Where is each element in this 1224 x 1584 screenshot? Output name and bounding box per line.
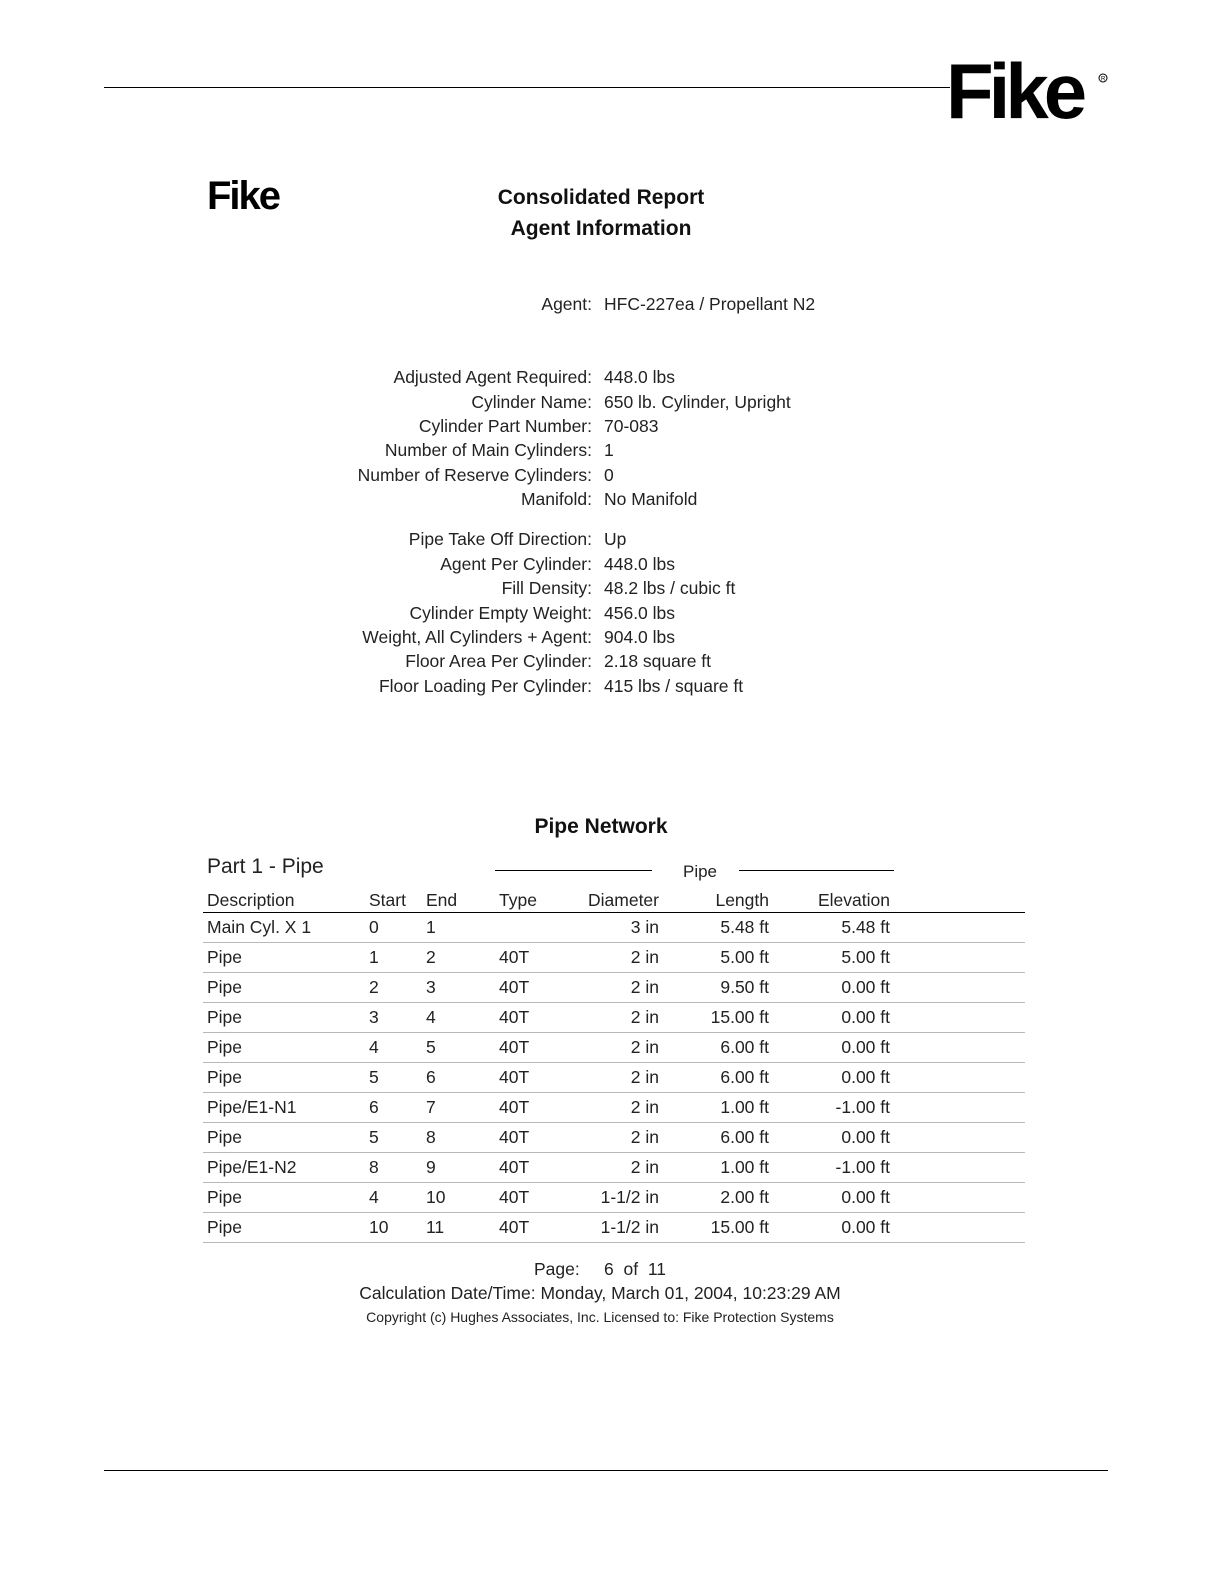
cell-length: 5.00 ft xyxy=(663,943,773,973)
col-header-diameter: Diameter xyxy=(568,884,663,913)
agent-row xyxy=(200,292,1000,316)
cell-description: Pipe xyxy=(203,1123,365,1153)
cell-end: 1 xyxy=(422,913,495,943)
cell-elevation: 0.00 ft xyxy=(773,1183,894,1213)
spec-value: Up xyxy=(604,529,627,549)
cell-diameter: 1-1/2 in xyxy=(568,1183,663,1213)
cell-type: 40T xyxy=(495,973,568,1003)
cell-type: 40T xyxy=(495,1183,568,1213)
cell-diameter: 2 in xyxy=(568,973,663,1003)
cell-end: 8 xyxy=(422,1123,495,1153)
info-row xyxy=(200,487,1000,511)
cell-elevation: 0.00 ft xyxy=(773,1123,894,1153)
cell-type: 40T xyxy=(495,1003,568,1033)
cell-length: 15.00 ft xyxy=(663,1003,773,1033)
cell-end: 10 xyxy=(422,1183,495,1213)
cell-spacer xyxy=(894,943,1025,973)
fike-logo-text: Fike xyxy=(946,52,1083,128)
footer-rule xyxy=(104,1470,1108,1471)
cell-type: 40T xyxy=(495,1123,568,1153)
spec-row xyxy=(200,674,1000,698)
cell-elevation: 0.00 ft xyxy=(773,1213,894,1243)
cell-description: Pipe/E1-N2 xyxy=(203,1153,365,1183)
info-row xyxy=(200,414,1000,438)
col-header-elevation: Elevation xyxy=(773,884,894,913)
table-row xyxy=(203,1033,1025,1063)
spec-row xyxy=(200,527,1000,551)
spec-value: 2.18 square ft xyxy=(604,651,712,671)
cell-type: 40T xyxy=(495,1033,568,1063)
cell-diameter: 1-1/2 in xyxy=(568,1213,663,1243)
spec-label: Floor Area Per Cylinder: xyxy=(405,651,592,671)
spec-label: Agent Per Cylinder: xyxy=(440,554,592,574)
cell-description: Pipe/E1-N1 xyxy=(203,1093,365,1123)
agent-value: HFC-227ea / Propellant N2 xyxy=(604,294,816,314)
spec-value: 48.2 lbs / cubic ft xyxy=(604,578,736,598)
spec-value: 415 lbs / square ft xyxy=(604,676,744,696)
info-value: 1 xyxy=(604,440,614,460)
cell-length: 6.00 ft xyxy=(663,1033,773,1063)
cell-description: Pipe xyxy=(203,1183,365,1213)
cell-elevation: -1.00 ft xyxy=(773,1093,894,1123)
cell-elevation: 0.00 ft xyxy=(773,1003,894,1033)
report-subtitle: Agent Information xyxy=(510,217,692,240)
info-value: 70-083 xyxy=(604,416,659,436)
cell-length: 9.50 ft xyxy=(663,973,773,1003)
table-row xyxy=(203,1123,1025,1153)
info-label: Adjusted Agent Required: xyxy=(393,367,592,387)
cell-start: 3 xyxy=(365,1003,422,1033)
col-header-length: Length xyxy=(663,884,773,913)
cell-end: 9 xyxy=(422,1153,495,1183)
spec-label: Weight, All Cylinders + Agent: xyxy=(362,627,592,647)
info-row xyxy=(200,463,1000,487)
info-value: No Manifold xyxy=(604,489,698,509)
cell-diameter: 2 in xyxy=(568,1093,663,1123)
cell-length: 5.48 ft xyxy=(663,913,773,943)
cell-spacer xyxy=(894,1033,1025,1063)
table-row xyxy=(203,1153,1025,1183)
cell-diameter: 2 in xyxy=(568,1063,663,1093)
cell-diameter: 2 in xyxy=(568,1153,663,1183)
cell-elevation: 0.00 ft xyxy=(773,1063,894,1093)
pipe-group-rule-left xyxy=(495,870,652,871)
spec-row xyxy=(200,601,1000,625)
cell-diameter: 2 in xyxy=(568,943,663,973)
cell-description: Pipe xyxy=(203,1213,365,1243)
agent-label: Agent: xyxy=(541,294,592,314)
cell-start: 5 xyxy=(365,1063,422,1093)
cell-type: 40T xyxy=(495,1093,568,1123)
spec-label: Cylinder Empty Weight: xyxy=(409,603,592,623)
info-value: 448.0 lbs xyxy=(604,367,676,387)
table-row xyxy=(203,973,1025,1003)
fike-logo xyxy=(944,52,1112,128)
cell-diameter: 2 in xyxy=(568,1003,663,1033)
cell-end: 2 xyxy=(422,943,495,973)
cell-start: 5 xyxy=(365,1123,422,1153)
cell-description: Pipe xyxy=(203,943,365,973)
cell-spacer xyxy=(894,913,1025,943)
cell-start: 2 xyxy=(365,973,422,1003)
cell-type: 40T xyxy=(495,1063,568,1093)
pipe-network-title: Pipe Network xyxy=(534,815,668,838)
cell-start: 0 xyxy=(365,913,422,943)
cell-spacer xyxy=(894,1063,1025,1093)
cell-length: 1.00 ft xyxy=(663,1153,773,1183)
report-title: Consolidated Report xyxy=(497,186,705,209)
cell-start: 4 xyxy=(365,1183,422,1213)
spec-row xyxy=(200,649,1000,673)
cell-end: 11 xyxy=(422,1213,495,1243)
spec-value: 448.0 lbs xyxy=(604,554,676,574)
pipe-table-body xyxy=(203,913,1025,1243)
spec-label: Pipe Take Off Direction: xyxy=(408,529,592,549)
cell-start: 4 xyxy=(365,1033,422,1063)
cell-elevation: 5.00 ft xyxy=(773,943,894,973)
cell-start: 6 xyxy=(365,1093,422,1123)
cell-spacer xyxy=(894,1153,1025,1183)
table-row xyxy=(203,1093,1025,1123)
table-row xyxy=(203,943,1025,973)
col-header-spacer xyxy=(894,884,1025,913)
cell-elevation: 0.00 ft xyxy=(773,973,894,1003)
cell-spacer xyxy=(894,973,1025,1003)
cell-start: 1 xyxy=(365,943,422,973)
col-header-type: Type xyxy=(495,884,568,913)
table-row xyxy=(203,1063,1025,1093)
spec-label: Fill Density: xyxy=(501,578,592,598)
cell-length: 15.00 ft xyxy=(663,1213,773,1243)
pipe-table xyxy=(203,884,1025,1243)
cell-spacer xyxy=(894,1003,1025,1033)
calculation-datetime: Calculation Date/Time: Monday, March 01, 2004, 10:23:29 AM xyxy=(359,1283,841,1303)
cell-elevation: 5.48 ft xyxy=(773,913,894,943)
cell-spacer xyxy=(894,1123,1025,1153)
copyright: Copyright (c) Hughes Associates, Inc. Licensed to: Fike Protection Systems xyxy=(366,1309,834,1325)
cell-end: 3 xyxy=(422,973,495,1003)
cell-type: 40T xyxy=(495,943,568,973)
table-row xyxy=(203,1183,1025,1213)
cell-spacer xyxy=(894,1183,1025,1213)
cell-diameter: 2 in xyxy=(568,1123,663,1153)
info-label: Number of Main Cylinders: xyxy=(384,440,592,460)
cell-elevation: 0.00 ft xyxy=(773,1033,894,1063)
col-header-end: End xyxy=(422,884,495,913)
cell-description: Pipe xyxy=(203,1003,365,1033)
cell-elevation: -1.00 ft xyxy=(773,1153,894,1183)
svg-text:R: R xyxy=(1101,76,1106,83)
table-row xyxy=(203,913,1025,943)
info-label: Cylinder Name: xyxy=(471,392,592,412)
pipe-group-rule-right xyxy=(739,870,894,871)
header-rule xyxy=(104,87,950,88)
cell-type xyxy=(495,913,568,943)
page-indicator: Page: 6 of 11 xyxy=(534,1259,666,1279)
cell-description: Pipe xyxy=(203,1033,365,1063)
spec-row xyxy=(200,576,1000,600)
cell-length: 2.00 ft xyxy=(663,1183,773,1213)
cell-type: 40T xyxy=(495,1213,568,1243)
cell-description: Main Cyl. X 1 xyxy=(203,913,365,943)
spec-label: Floor Loading Per Cylinder: xyxy=(378,676,592,696)
cell-end: 4 xyxy=(422,1003,495,1033)
cell-description: Pipe xyxy=(203,1063,365,1093)
info-label: Manifold: xyxy=(520,489,592,509)
spec-value: 904.0 lbs xyxy=(604,627,676,647)
cell-spacer xyxy=(894,1093,1025,1123)
info-row xyxy=(200,438,1000,462)
info-label: Cylinder Part Number: xyxy=(418,416,592,436)
info-value: 650 lb. Cylinder, Upright xyxy=(604,392,791,412)
cell-type: 40T xyxy=(495,1153,568,1183)
cell-spacer xyxy=(894,1213,1025,1243)
cell-start: 10 xyxy=(365,1213,422,1243)
info-row xyxy=(200,365,1000,389)
report-logo-text: Fike xyxy=(207,174,280,214)
info-value: 0 xyxy=(604,465,614,485)
pipe-group-label: Pipe xyxy=(682,862,718,881)
part-title: Part 1 - Pipe xyxy=(207,855,324,878)
spec-value: 456.0 lbs xyxy=(604,603,676,623)
cell-end: 6 xyxy=(422,1063,495,1093)
spec-row xyxy=(200,625,1000,649)
cell-start: 8 xyxy=(365,1153,422,1183)
cell-end: 7 xyxy=(422,1093,495,1123)
cell-diameter: 3 in xyxy=(568,913,663,943)
cell-diameter: 2 in xyxy=(568,1033,663,1063)
cell-length: 1.00 ft xyxy=(663,1093,773,1123)
col-header-description: Description xyxy=(203,884,365,913)
cell-length: 6.00 ft xyxy=(663,1123,773,1153)
cell-end: 5 xyxy=(422,1033,495,1063)
cell-length: 6.00 ft xyxy=(663,1063,773,1093)
info-row xyxy=(200,390,1000,414)
info-label: Number of Reserve Cylinders: xyxy=(357,465,592,485)
table-header-row xyxy=(203,884,1025,913)
table-row xyxy=(203,1003,1025,1033)
spec-row xyxy=(200,552,1000,576)
col-header-start: Start xyxy=(365,884,422,913)
table-row xyxy=(203,1213,1025,1243)
report-fike-logo xyxy=(206,174,296,214)
cell-description: Pipe xyxy=(203,973,365,1003)
